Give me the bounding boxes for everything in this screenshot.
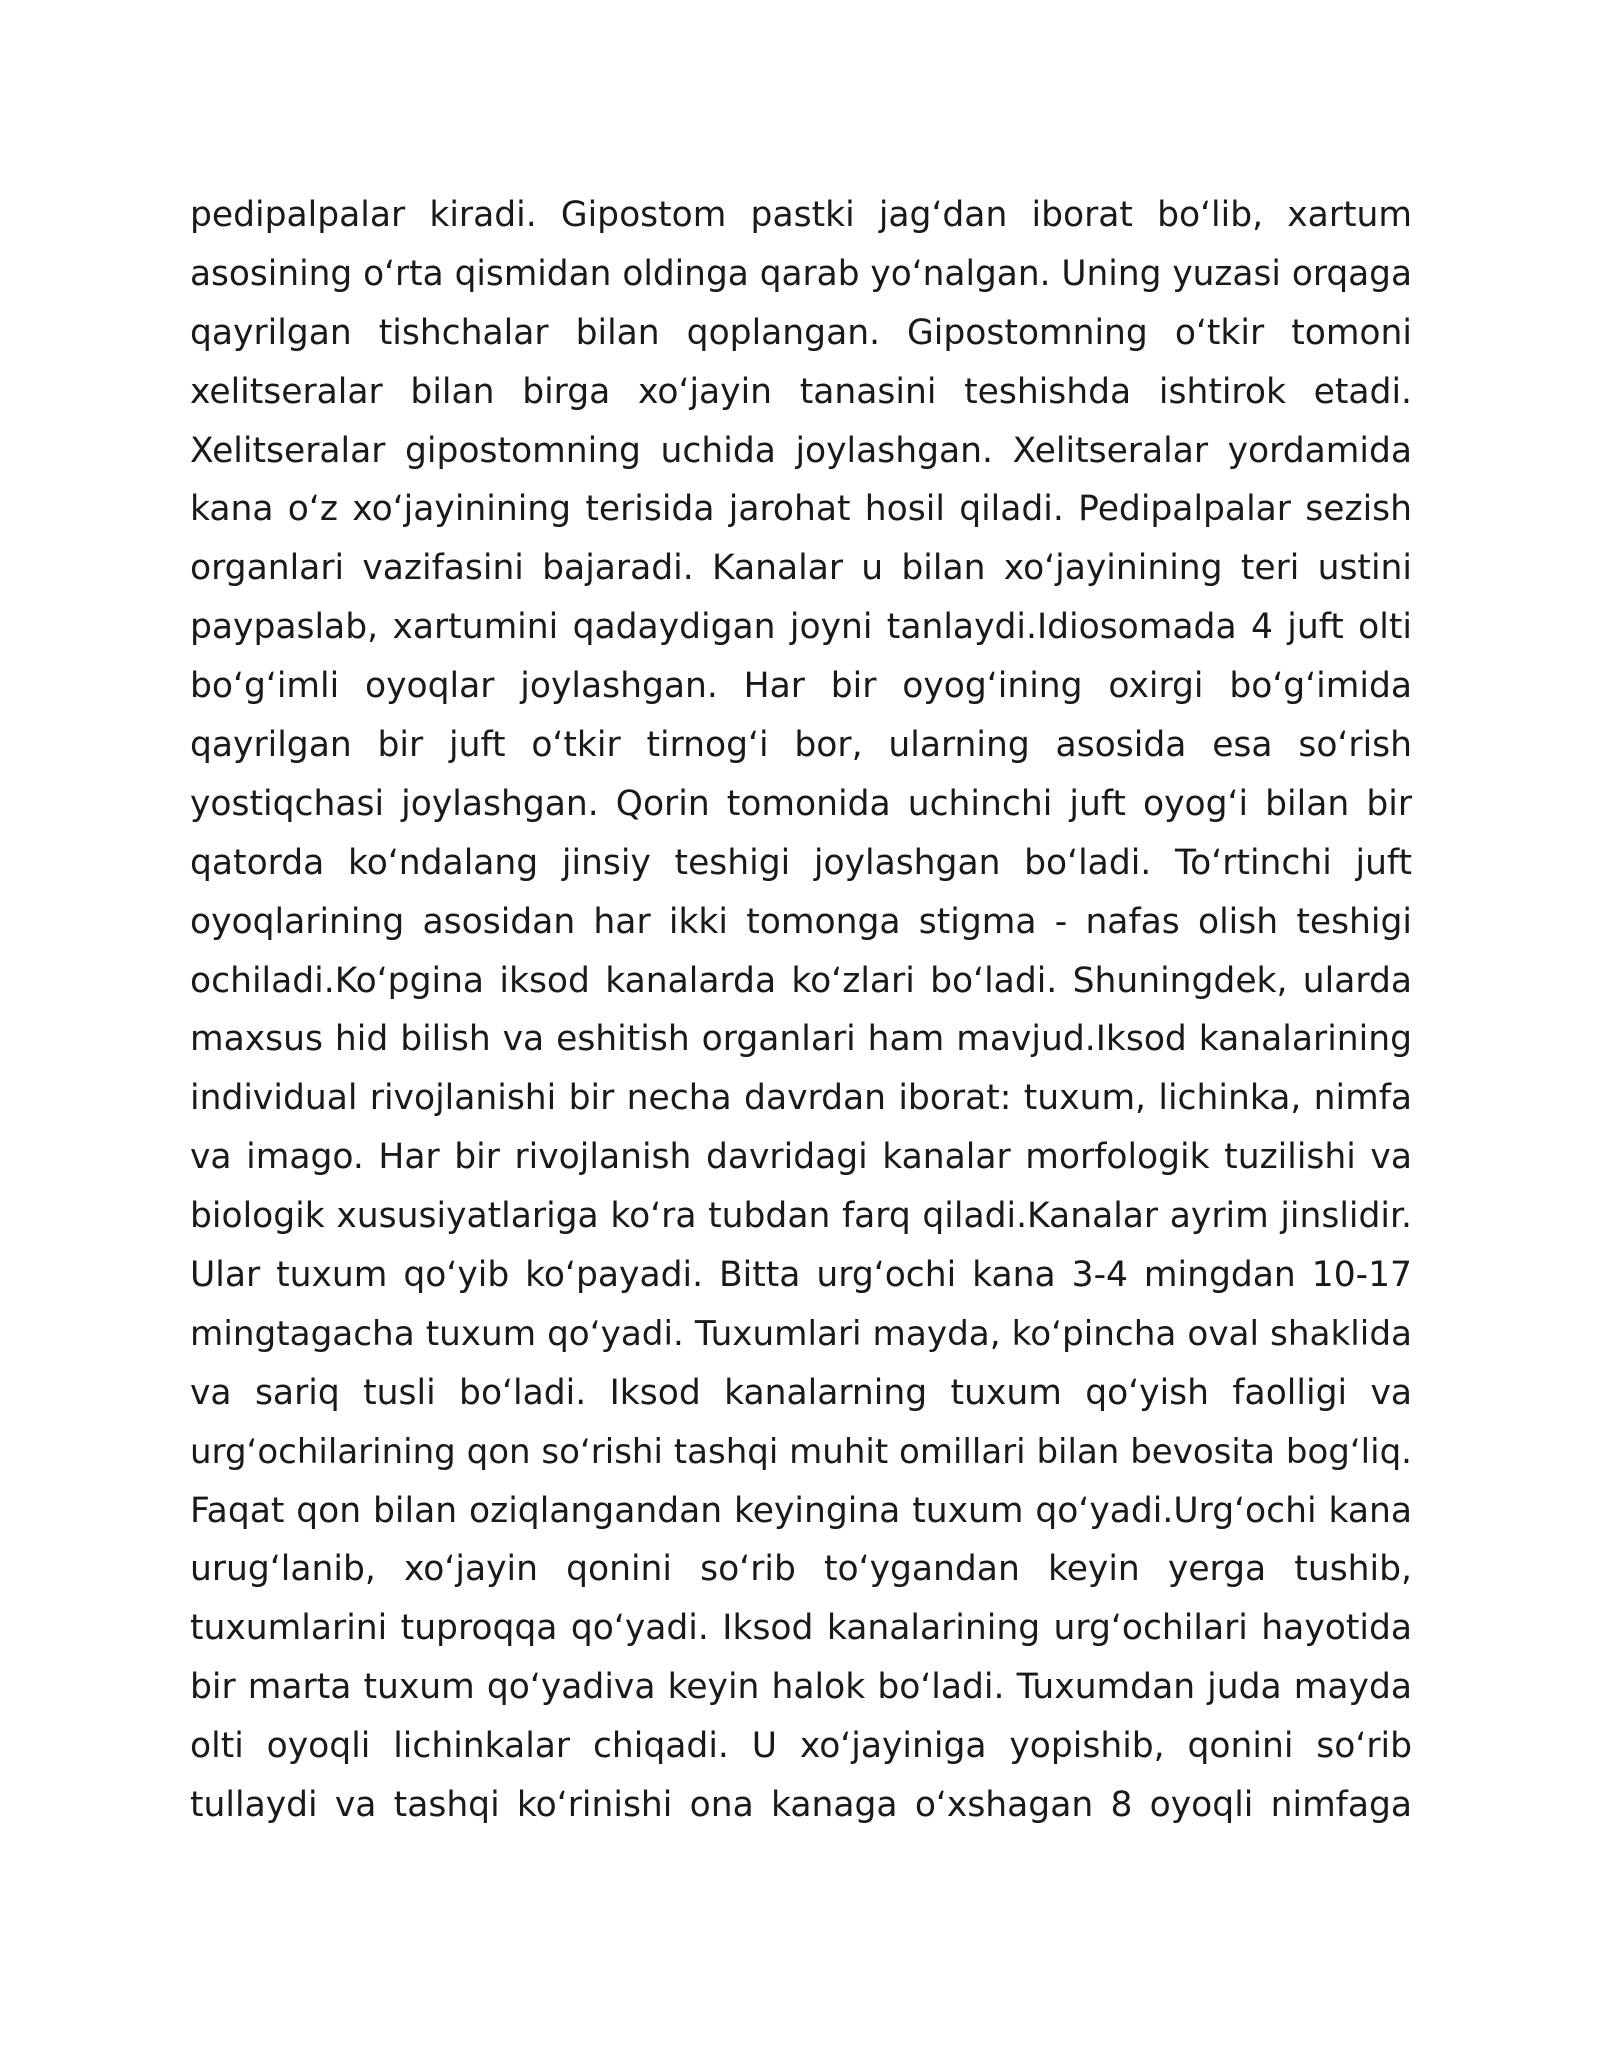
text-line: Faqat qon bilan oziqlangandan keyingina tuxum qo‘yadi.Urg‘ochi kana [190, 1490, 1412, 1531]
text-line: bir marta tuxum qo‘yadiva keyin halok bo‘ladi. Tuxumdan juda mayda [190, 1667, 1412, 1708]
text-line: qayrilgan bir juft o‘tkir tirnog‘i bor, ularning asosida esa so‘rish [190, 725, 1412, 766]
text-line: bo‘g‘imli oyoqlar joylashgan. Har bir oyog‘ining oxirgi bo‘g‘imida [190, 666, 1412, 707]
text-line: paypaslab, xartumini qadaydigan joyni tanlaydi.Idiosomada 4 juft olti [190, 607, 1412, 648]
text-line: Xelitseralar gipostomning uchida joylashgan. Xelitseralar yordamida [190, 430, 1412, 471]
text-line: individual rivojlanishi bir necha davrdan iborat: tuxum, lichinka, nimfa [190, 1078, 1412, 1119]
text-line: maxsus hid bilish va eshitish organlari ham mavjud.Iksod kanalarining [190, 1019, 1412, 1060]
text-line: xelitseralar bilan birga xo‘jayin tanasini teshishda ishtirok etadi. [190, 371, 1412, 412]
text-line: urug‘lanib, xo‘jayin qonini so‘rib to‘ygandan keyin yerga tushib, [190, 1549, 1412, 1590]
text-line: va imago. Har bir rivojlanish davridagi kanalar morfologik tuzilishi va [190, 1137, 1412, 1178]
text-line: yostiqchasi joylashgan. Qorin tomonida uchinchi juft oyog‘i bilan bir [190, 783, 1412, 824]
text-line: va sariq tusli bo‘ladi. Iksod kanalarning tuxum qo‘yish faolligi va [190, 1372, 1412, 1413]
text-line: olti oyoqli lichinkalar chiqadi. U xo‘jayiniga yopishib, qonini so‘rib [190, 1726, 1412, 1767]
text-line: tuxumlarini tuproqqa qo‘yadi. Iksod kanalarining urg‘ochilari hayotida [190, 1608, 1412, 1649]
text-line: oyoqlarining asosidan har ikki tomonga stigma - nafas olish teshigi [190, 901, 1412, 942]
text-line: organlari vazifasini bajaradi. Kanalar u bilan xo‘jayinining teri ustini [190, 548, 1412, 589]
text-line: qatorda ko‘ndalang jinsiy teshigi joylashgan bo‘ladi. To‘rtinchi juft [190, 842, 1412, 883]
text-line: pedipalpalar kiradi. Gipostom pastki jag‘dan iborat bo‘lib, xartum [190, 195, 1412, 235]
text-line: qayrilgan tishchalar bilan qoplangan. Gipostomning o‘tkir tomoni [190, 312, 1412, 353]
text-line: mingtagacha tuxum qo‘yadi. Tuxumlari mayda, ko‘pincha oval shaklida [190, 1313, 1412, 1354]
text-line: urg‘ochilarining qon so‘rishi tashqi muhit omillari bilan bevosita bog‘liq. [190, 1431, 1412, 1472]
text-line: ochiladi.Ko‘pgina iksod kanalarda ko‘zlari bo‘ladi. Shuningdek, ularda [190, 960, 1412, 1001]
text-line: tullaydi va tashqi ko‘rinishi ona kanaga o‘xshagan 8 oyoqli nimfaga [190, 1785, 1412, 1826]
text-line: Ular tuxum qo‘yib ko‘payadi. Bitta urg‘ochi kana 3-4 mingdan 10-17 [190, 1255, 1412, 1296]
text-line: biologik xususiyatlariga ko‘ra tubdan farq qiladi.Kanalar ayrim jinslidir. [190, 1196, 1412, 1237]
body-paragraph [190, 186, 1412, 1835]
text-line: asosining o‘rta qismidan oldinga qarab yo‘nalgan. Uning yuzasi orqaga [190, 253, 1412, 294]
text-line: kana o‘z xo‘jayinining terisida jarohat hosil qiladi. Pedipalpalar sezish [190, 489, 1412, 530]
